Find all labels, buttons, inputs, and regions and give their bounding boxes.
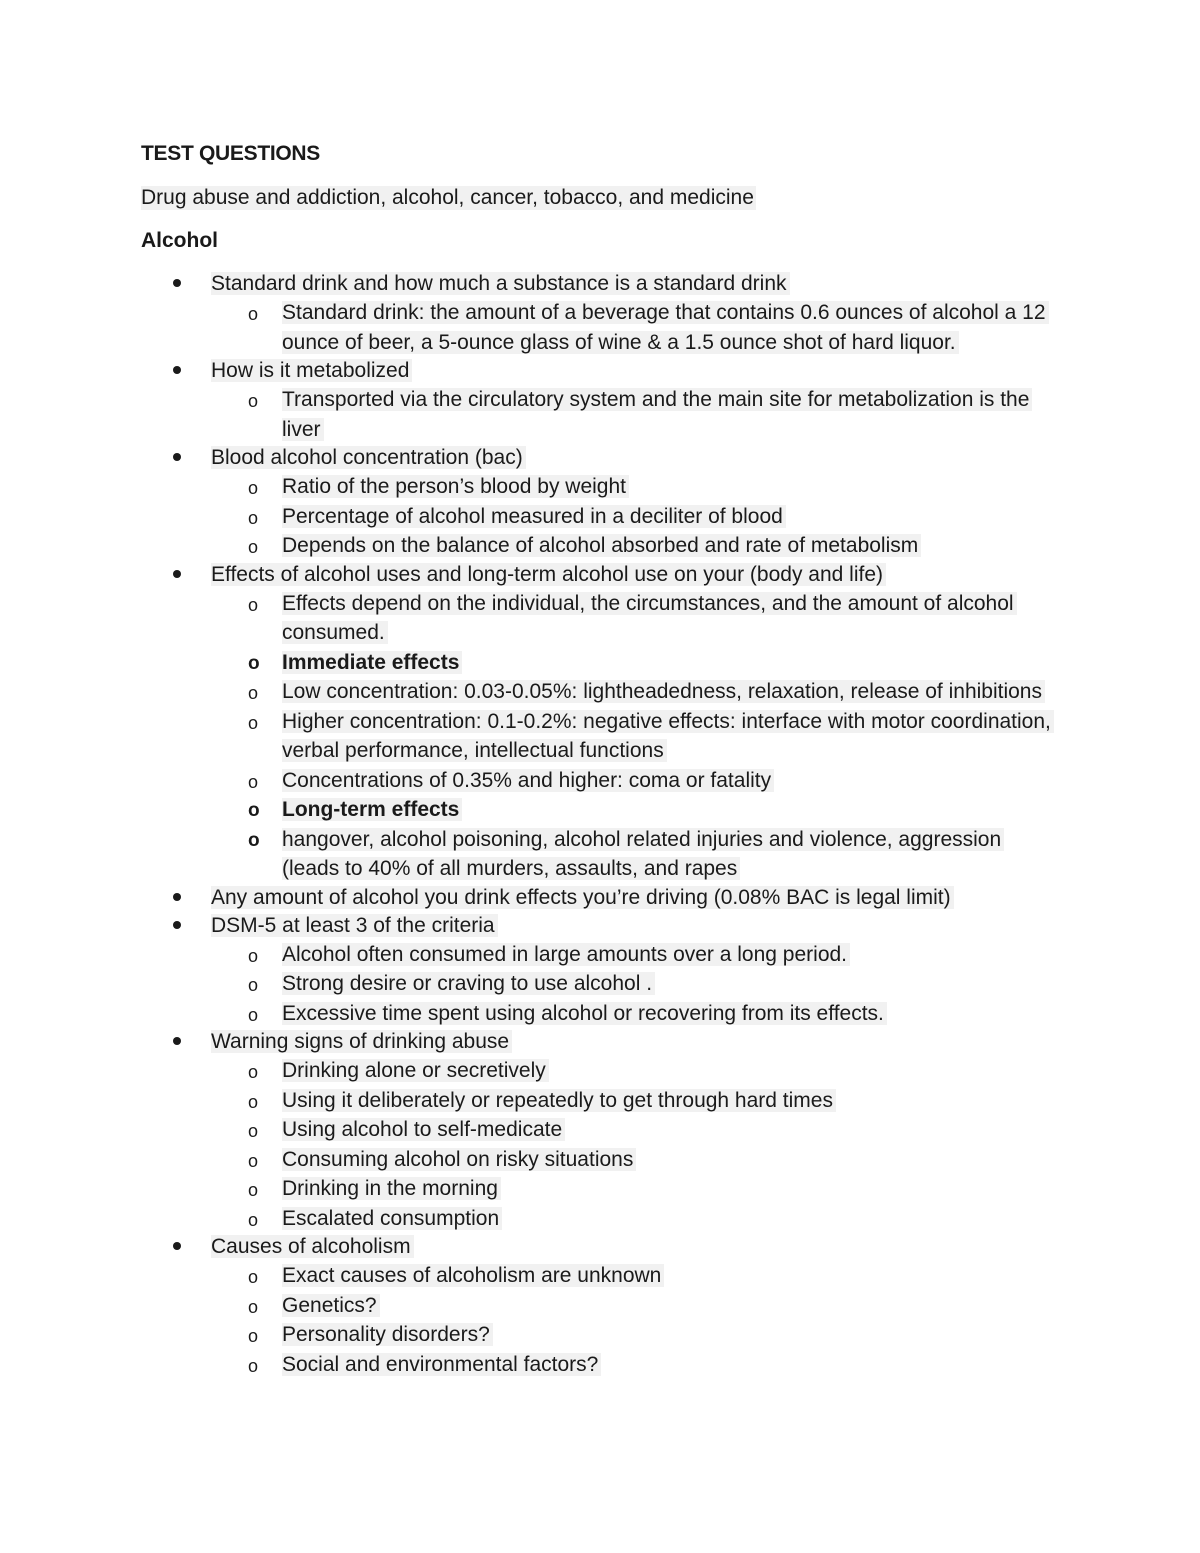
bullet-item <box>0 357 1200 444</box>
sub-item-text: Escalated consumption <box>282 1207 502 1230</box>
bullet-item <box>0 884 1200 912</box>
sub-item-text: Standard drink: the amount of a beverage that contains 0.6 ounces of alcohol a 12 ounce of beer, a 5-ounce glass of wine & a 1.5 ounce shot of hard liquor. <box>282 301 1049 354</box>
section-heading-alcohol: Alcohol <box>141 229 218 252</box>
sub-list <box>0 385 1200 444</box>
sub-heading-item <box>0 648 1200 678</box>
sub-item-text: Ratio of the person’s blood by weight <box>282 475 629 498</box>
document-title: TEST QUESTIONS <box>141 142 320 165</box>
sub-bullet-icon: o <box>248 507 259 528</box>
sub-bullet-icon: o <box>248 800 260 821</box>
sub-item <box>0 969 1200 999</box>
bullet-dot-icon <box>173 279 181 287</box>
sub-item <box>0 1291 1200 1321</box>
bullet-dot-icon <box>173 893 181 901</box>
sub-item-text: Exact causes of alcoholism are unknown <box>282 1264 664 1287</box>
sub-item <box>0 502 1200 532</box>
sub-bullet-icon: o <box>248 391 259 411</box>
bullet-text: Blood alcohol concentration (bac) <box>211 446 526 469</box>
sub-bullet-icon: o <box>248 1062 259 1082</box>
sub-item-text: Social and environmental factors? <box>282 1353 601 1376</box>
bullet-item <box>0 561 1200 884</box>
sub-item <box>0 531 1200 561</box>
sub-bullet-icon: o <box>248 1150 259 1171</box>
bullet-dot-icon <box>173 921 181 929</box>
sub-item-text: Strong desire or craving to use alcohol . <box>282 972 655 995</box>
sub-item-text: Drinking in the morning <box>282 1177 501 1200</box>
sub-item-text: Consuming alcohol on risky situations <box>282 1148 636 1171</box>
bullet-text: Warning signs of drinking abuse <box>211 1030 512 1053</box>
sub-list <box>0 589 1200 884</box>
sub-item-text: Using alcohol to self-medicate <box>282 1118 565 1141</box>
sub-item-text: Drinking alone or secretively <box>282 1059 549 1082</box>
sub-bullet-icon: o <box>248 594 259 615</box>
sub-bullet-icon: o <box>248 829 260 851</box>
sub-item-text: Excessive time spent using alcohol or recovering from its effects. <box>282 1002 887 1025</box>
sub-item <box>0 589 1200 648</box>
sub-item <box>0 940 1200 970</box>
sub-bullet-icon: o <box>248 1091 259 1112</box>
sub-item <box>0 1261 1200 1291</box>
bullet-dot-icon <box>173 366 181 374</box>
sub-item-text: Immediate effects <box>282 651 462 674</box>
sub-item-text: Effects depend on the individual, the circumstances, and the amount of alcohol consumed. <box>282 592 1017 645</box>
sub-list <box>0 298 1200 357</box>
sub-item <box>0 1086 1200 1116</box>
bullet-dot-icon <box>173 1242 181 1250</box>
sub-item-text: Alcohol often consumed in large amounts over a long period. <box>282 943 850 966</box>
sub-bullet-icon: o <box>248 1355 259 1376</box>
sub-item <box>0 677 1200 707</box>
sub-item <box>0 1115 1200 1145</box>
bullet-item <box>0 1028 1200 1233</box>
sub-bullet-icon: o <box>248 537 259 557</box>
bullet-dot-icon <box>173 570 181 578</box>
sub-item <box>0 472 1200 502</box>
sub-item-text: Personality disorders? <box>282 1323 493 1346</box>
sub-item <box>0 707 1200 766</box>
bullet-item <box>0 1233 1200 1379</box>
sub-item-text: Higher concentration: 0.1-0.2%: negative effects: interface with motor coordination, verbal performance, intellectual functions <box>282 710 1054 763</box>
bullet-text: Effects of alcohol uses and long-term alcohol use on your (body and life) <box>211 563 886 586</box>
sub-item <box>0 1204 1200 1234</box>
sub-bullet-icon: o <box>248 771 259 792</box>
outline-list <box>0 270 1200 1379</box>
bullet-text: Causes of alcoholism <box>211 1235 414 1258</box>
sub-bullet-icon: o <box>248 975 259 995</box>
sub-bullet-icon: o <box>248 712 259 733</box>
bullet-item <box>0 270 1200 357</box>
sub-bullet-icon: o <box>248 1121 259 1141</box>
bullet-text: How is it metabolized <box>211 359 412 382</box>
bullet-dot-icon <box>173 1037 181 1045</box>
sub-item <box>0 825 1200 884</box>
sub-list <box>0 472 1200 561</box>
sub-list <box>0 1261 1200 1379</box>
document-subtitle: Drug abuse and addiction, alcohol, cancer, tobacco, and medicine <box>141 186 754 209</box>
bullet-item <box>0 444 1200 561</box>
sub-item-text: Genetics? <box>282 1294 380 1317</box>
bullet-dot-icon <box>173 453 181 461</box>
sub-bullet-icon: o <box>248 1004 259 1025</box>
sub-item <box>0 1174 1200 1204</box>
sub-item-text: Transported via the circulatory system and the main site for metabolization is the liver <box>282 388 1032 441</box>
bullet-text: DSM-5 at least 3 of the criteria <box>211 914 498 937</box>
sub-item-text: Long-term effects <box>282 798 462 821</box>
sub-list <box>0 1056 1200 1233</box>
sub-item <box>0 1145 1200 1175</box>
bullet-item <box>0 912 1200 1029</box>
sub-bullet-icon: o <box>248 683 259 703</box>
sub-item <box>0 1320 1200 1350</box>
bullet-text: Standard drink and how much a substance is a standard drink <box>211 272 790 295</box>
sub-bullet-icon: o <box>248 1209 259 1230</box>
sub-item-text: Using it deliberately or repeatedly to get through hard times <box>282 1089 836 1112</box>
sub-item-text: Concentrations of 0.35% and higher: coma or fatality <box>282 769 774 792</box>
sub-item <box>0 999 1200 1029</box>
sub-item-text: Low concentration: 0.03-0.05%: lightheadedness, relaxation, release of inhibitions <box>282 680 1045 703</box>
sub-bullet-icon: o <box>248 1296 259 1317</box>
sub-item <box>0 1056 1200 1086</box>
sub-bullet-icon: o <box>248 1180 259 1200</box>
sub-bullet-icon: o <box>248 945 259 966</box>
sub-bullet-icon: o <box>248 1267 259 1287</box>
sub-item <box>0 385 1200 444</box>
sub-item-text: hangover, alcohol poisoning, alcohol related injuries and violence, aggression (leads to 40% of all murders, assaults, and rapes <box>282 828 1004 881</box>
sub-bullet-icon: o <box>248 478 259 498</box>
bullet-text: Any amount of alcohol you drink effects you’re driving (0.08% BAC is legal limit) <box>211 886 954 909</box>
sub-list <box>0 940 1200 1029</box>
sub-item-text: Depends on the balance of alcohol absorbed and rate of metabolism <box>282 534 921 557</box>
sub-item <box>0 298 1200 357</box>
sub-heading-item <box>0 795 1200 825</box>
sub-item <box>0 1350 1200 1380</box>
sub-item <box>0 766 1200 796</box>
sub-bullet-icon: o <box>248 652 260 674</box>
sub-bullet-icon: o <box>248 1326 259 1346</box>
sub-bullet-icon: o <box>248 304 259 324</box>
sub-item-text: Percentage of alcohol measured in a deciliter of blood <box>282 505 786 528</box>
